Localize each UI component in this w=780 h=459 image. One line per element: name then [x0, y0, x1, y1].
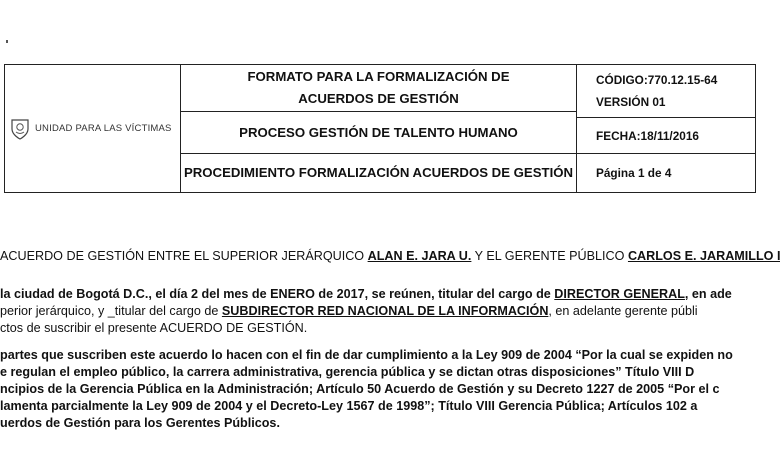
- logo-text: UNIDAD PARA LAS VÍCTIMAS: [35, 123, 172, 134]
- code-version-cell: [577, 65, 756, 118]
- document-date: FECHA:18/11/2016: [596, 128, 699, 143]
- page-number-cell: [577, 154, 756, 193]
- paragraph-line: partes que suscriben este acuerdo lo hacen con el fin de dar cumplimiento a la Ley 909 de 2004 “Por la cual se expiden no: [0, 348, 733, 362]
- page-number: Página 1 de 4: [596, 166, 672, 180]
- paragraph-line: ctos de suscribir el presente ACUERDO DE GESTIÓN.: [0, 321, 308, 335]
- format-title-line2: ACUERDOS DE GESTIÓN: [298, 91, 459, 106]
- format-title-cell: [181, 65, 577, 112]
- paragraph-line: la ciudad de Bogotá D.C., el día 2 del mes de ENERO de 2017, se reúnen, titular del cargo de DIRECTOR GENERAL, en ade: [0, 287, 732, 301]
- document-code: CÓDIGO:770.12.15-64: [596, 73, 718, 87]
- document-header-table: [4, 64, 756, 193]
- subdirector-cargo: SUBDIRECTOR RED NACIONAL DE LA INFORMACIÓN: [221, 304, 549, 318]
- procedure-cell: [181, 154, 577, 193]
- paragraph-line: uerdos de Gestión para los Gerentes Públicos.: [0, 416, 280, 430]
- seal-icon: [9, 117, 31, 141]
- process-cell: [181, 112, 577, 154]
- paragraph-legal-basis: [0, 347, 733, 432]
- process-title: PROCESO GESTIÓN DE TALENTO HUMANO: [239, 124, 518, 140]
- format-title-line1: FORMATO PARA LA FORMALIZACIÓN DE: [247, 69, 510, 84]
- logo-cell: [5, 65, 181, 193]
- superior-name: ALAN E. JARA U.: [367, 249, 472, 263]
- procedure-title: PROCEDIMIENTO FORMALIZACIÓN ACUERDOS DE GESTIÓN: [183, 165, 574, 180]
- director-cargo: DIRECTOR GENERAL: [554, 287, 685, 301]
- scan-speck: [6, 40, 8, 43]
- paragraph-parties: [0, 286, 732, 337]
- paragraph-line: perior jerárquico, y _titular del cargo de SUBDIRECTOR RED NACIONAL DE LA INFORMACIÓN, en adelante gerente públi: [0, 304, 698, 318]
- logo: [9, 117, 176, 141]
- paragraph-line: e regulan el empleo público, la carrera administrativa, gerencia pública y se dictan otras disposiciones” Título VIII D: [0, 365, 695, 379]
- date-cell: [577, 118, 756, 154]
- gerente-name: CARLOS E. JARAMILLO I: [627, 249, 780, 263]
- document-version: VERSIÓN 01: [596, 95, 666, 109]
- paragraph-line: ncipios de la Gerencia Pública en la Administración; Artículo 50 Acuerdo de Gestión y su Decreto 1227 de 2005 “Por el c: [0, 382, 720, 396]
- agreement-heading: ACUERDO DE GESTIÓN ENTRE EL SUPERIOR JERÁRQUICO ALAN E. JARA U. Y EL GERENTE PÚBLICO CARLOS E. JARAMILLO I: [0, 249, 780, 263]
- paragraph-line: lamenta parcialmente la Ley 909 de 2004 y el Decreto-Ley 1567 de 1998”; Título VIII Gerencia Pública; Artículos 102 a: [0, 399, 698, 413]
